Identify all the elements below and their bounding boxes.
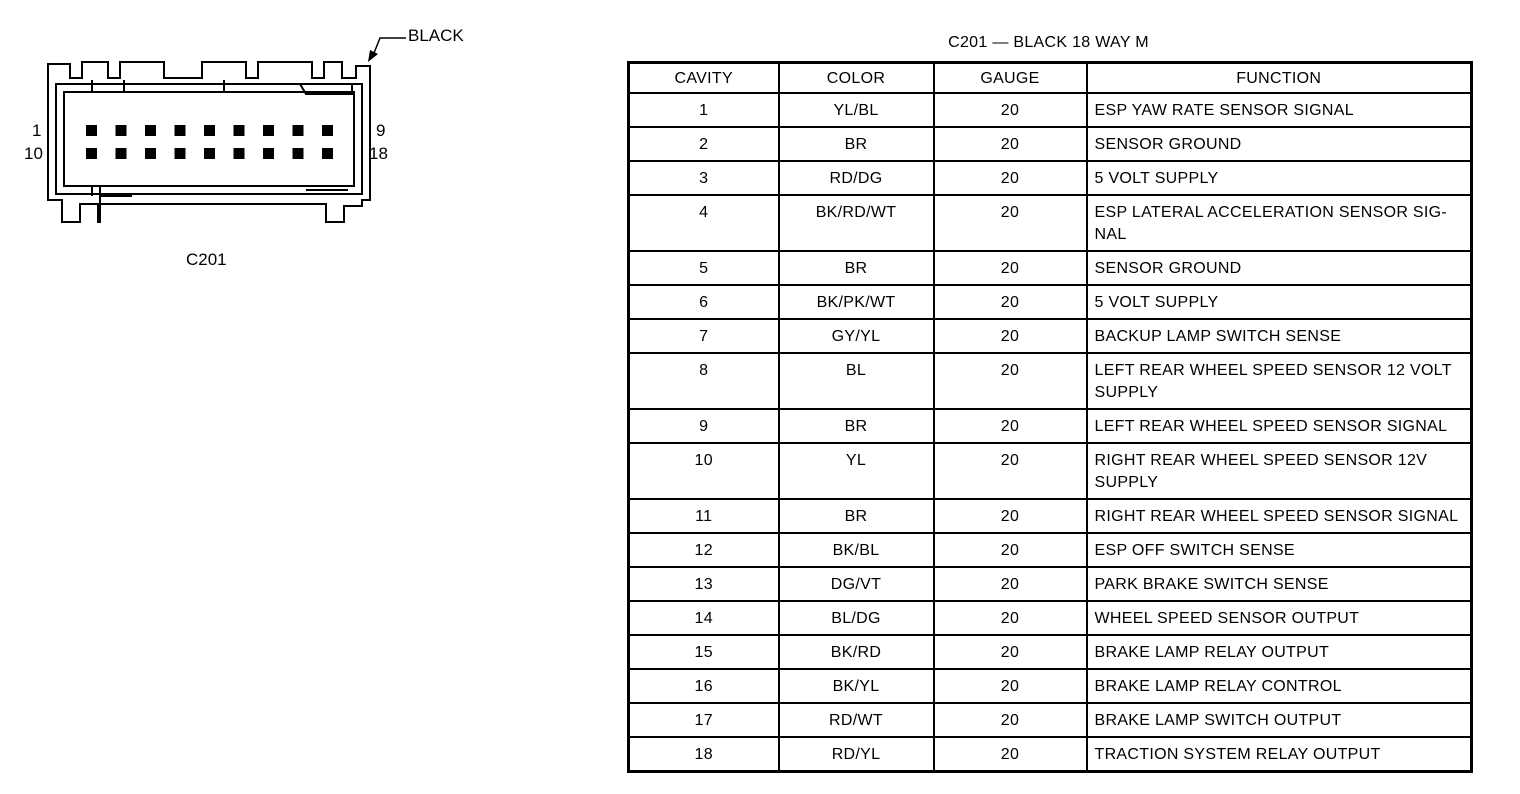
cell-gauge: 20 [934,567,1087,601]
cell-color: BR [779,251,934,285]
connector-inner-frame [56,84,362,194]
cell-cavity: 2 [629,127,779,161]
pin-cavity [263,148,274,159]
connector-name: C201 [186,250,227,269]
cell-cavity: 12 [629,533,779,567]
pin-label-18: 18 [369,144,388,163]
pin-cavity-grid [86,125,333,159]
cell-gauge: 20 [934,353,1087,409]
pin-cavity [116,148,127,159]
cell-cavity: 9 [629,409,779,443]
table-row [629,499,1472,533]
table-row [629,251,1472,285]
cell-color: BK/RD/WT [779,195,934,251]
cell-cavity: 6 [629,285,779,319]
cell-cavity: 13 [629,567,779,601]
cell-cavity: 18 [629,737,779,772]
header-cavity: CAVITY [629,63,779,94]
pin-label-9: 9 [376,121,386,140]
table-row [629,443,1472,499]
cell-function: LEFT REAR WHEEL SPEED SENSOR SIGNAL [1087,409,1472,443]
cell-gauge: 20 [934,161,1087,195]
cell-color: BL [779,353,934,409]
cell-gauge: 20 [934,127,1087,161]
cell-function: ESP YAW RATE SENSOR SIGNAL [1087,93,1472,127]
cell-color: RD/YL [779,737,934,772]
cell-color: BK/RD [779,635,934,669]
pin-cavity [322,148,333,159]
cell-cavity: 17 [629,703,779,737]
cell-color: BL/DG [779,601,934,635]
cell-cavity: 4 [629,195,779,251]
cell-gauge: 20 [934,601,1087,635]
connector-face-diagram [0,0,600,300]
pin-cavity [293,148,304,159]
cell-function: WHEEL SPEED SENSOR OUTPUT [1087,601,1472,635]
table-title: C201 — BLACK 18 WAY M [948,34,1149,51]
pin-cavity [234,125,245,136]
pin-cavity [175,125,186,136]
table-row [629,669,1472,703]
table-row [629,127,1472,161]
table-row [629,567,1472,601]
cell-function: 5 VOLT SUPPLY [1087,161,1472,195]
table-body [629,93,1472,772]
pin-cavity [86,125,97,136]
cell-function: BRAKE LAMP RELAY OUTPUT [1087,635,1472,669]
cell-cavity: 7 [629,319,779,353]
cell-function: BRAKE LAMP RELAY CONTROL [1087,669,1472,703]
cell-cavity: 16 [629,669,779,703]
cell-gauge: 20 [934,737,1087,772]
table-row [629,195,1472,251]
pin-cavity [86,148,97,159]
cell-gauge: 20 [934,443,1087,499]
table-row [629,737,1472,772]
pin-cavity [145,148,156,159]
cell-color: BR [779,499,934,533]
cell-cavity: 15 [629,635,779,669]
cell-function: TRACTION SYSTEM RELAY OUTPUT [1087,737,1472,772]
connector-color-label: BLACK [408,26,464,45]
pin-cavity [263,125,274,136]
cell-gauge: 20 [934,533,1087,567]
pin-label-10: 10 [24,144,43,163]
table-row [629,409,1472,443]
cell-gauge: 20 [934,635,1087,669]
cell-color: BK/BL [779,533,934,567]
cell-color: DG/VT [779,567,934,601]
cell-function: RIGHT REAR WHEEL SPEED SENSOR SIGNAL [1087,499,1472,533]
cell-cavity: 10 [629,443,779,499]
table-row [629,703,1472,737]
header-color: COLOR [779,63,934,94]
table-row [629,353,1472,409]
cell-color: YL/BL [779,93,934,127]
cell-cavity: 14 [629,601,779,635]
table-row [629,601,1472,635]
table-header-row [629,63,1472,94]
cell-gauge: 20 [934,251,1087,285]
cell-gauge: 20 [934,669,1087,703]
cell-color: BR [779,409,934,443]
cell-function: SENSOR GROUND [1087,251,1472,285]
pin-label-1: 1 [32,121,42,140]
pin-cavity [175,148,186,159]
cell-gauge: 20 [934,703,1087,737]
cell-cavity: 5 [629,251,779,285]
cell-color: RD/WT [779,703,934,737]
cell-function: PARK BRAKE SWITCH SENSE [1087,567,1472,601]
cell-color: GY/YL [779,319,934,353]
pin-cavity [234,148,245,159]
cell-gauge: 20 [934,93,1087,127]
cell-gauge: 20 [934,285,1087,319]
cell-function: SENSOR GROUND [1087,127,1472,161]
cell-function: BACKUP LAMP SWITCH SENSE [1087,319,1472,353]
connector-housing-outline [48,62,370,222]
cell-gauge: 20 [934,409,1087,443]
cell-function: RIGHT REAR WHEEL SPEED SENSOR 12V SUPPLY [1087,443,1472,499]
cell-cavity: 11 [629,499,779,533]
pinout-table [627,61,1473,773]
table-row [629,319,1472,353]
table-row [629,285,1472,319]
table-row [629,533,1472,567]
cell-function: ESP OFF SWITCH SENSE [1087,533,1472,567]
pin-cavity [322,125,333,136]
pin-cavity [145,125,156,136]
cell-function: BRAKE LAMP SWITCH OUTPUT [1087,703,1472,737]
cell-color: RD/DG [779,161,934,195]
pin-cavity [116,125,127,136]
header-function: FUNCTION [1087,63,1472,94]
cell-gauge: 20 [934,195,1087,251]
header-gauge: GAUGE [934,63,1087,94]
table-row [629,635,1472,669]
table-row [629,161,1472,195]
cell-function: ESP LATERAL ACCELERATION SENSOR SIG-NAL [1087,195,1472,251]
pin-cavity [204,148,215,159]
leader-arrow [366,34,412,64]
cell-function: LEFT REAR WHEEL SPEED SENSOR 12 VOLT SUPPLY [1087,353,1472,409]
cell-color: BK/YL [779,669,934,703]
cell-function: 5 VOLT SUPPLY [1087,285,1472,319]
cell-color: BR [779,127,934,161]
pin-cavity [293,125,304,136]
cell-cavity: 8 [629,353,779,409]
cell-color: YL [779,443,934,499]
cell-cavity: 1 [629,93,779,127]
table-row [629,93,1472,127]
pin-cavity [204,125,215,136]
cell-gauge: 20 [934,499,1087,533]
cell-gauge: 20 [934,319,1087,353]
cell-cavity: 3 [629,161,779,195]
cell-color: BK/PK/WT [779,285,934,319]
